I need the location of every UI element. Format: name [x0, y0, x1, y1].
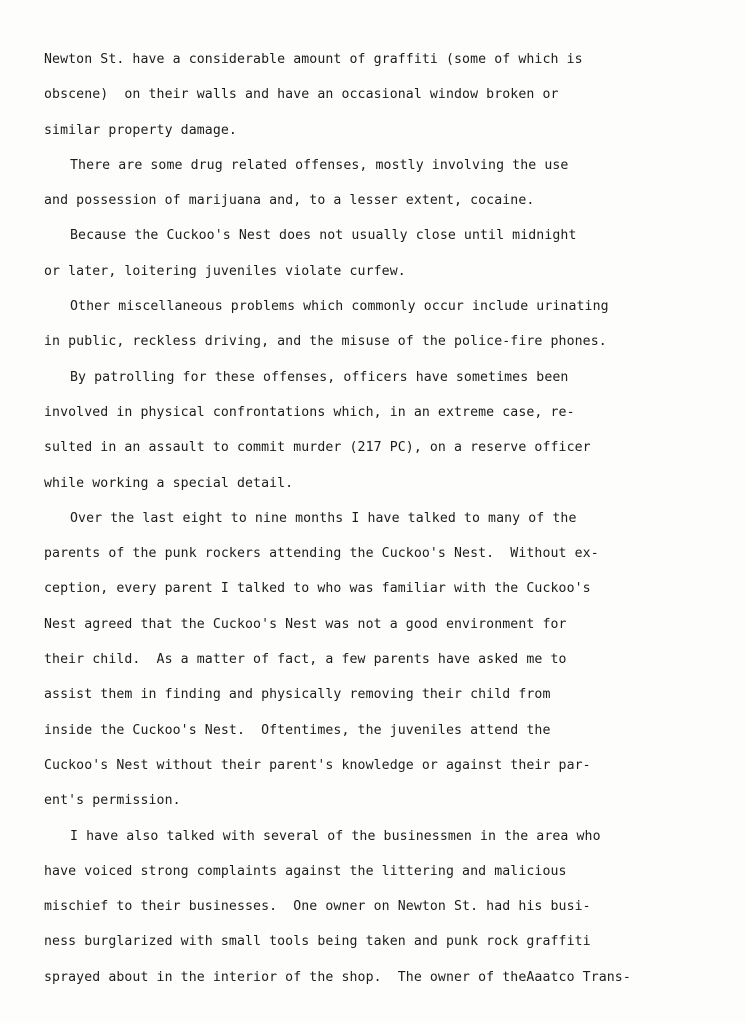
text-line: By patrolling for these offenses, officers have sometimes been: [70, 369, 569, 385]
text-line: There are some drug related offenses, mostly involving the use: [70, 157, 569, 173]
text-line: I have also talked with several of the businessmen in the area who: [70, 828, 601, 844]
text-line: and possession of marijuana and, to a lesser extent, cocaine.: [44, 193, 535, 209]
text-line: sulted in an assault to commit murder (217 PC), on a reserve officer: [44, 440, 591, 456]
document-body-text: [44, 42, 724, 995]
text-line: sprayed about in the interior of the shop. The owner of theAaatco Trans-: [44, 969, 631, 985]
text-line: ness burglarized with small tools being taken and punk rock graffiti: [44, 934, 591, 950]
text-line: or later, loitering juveniles violate curfew.: [44, 263, 406, 279]
text-line: their child. As a matter of fact, a few parents have asked me to: [44, 652, 567, 668]
text-line: parents of the punk rockers attending the Cuckoo's Nest. Without ex-: [44, 546, 599, 562]
text-line: obscene) on their walls and have an occasional window broken or: [44, 87, 559, 103]
text-line: have voiced strong complaints against the littering and malicious: [44, 863, 567, 879]
text-line: ent's permission.: [44, 793, 181, 809]
text-line: Other miscellaneous problems which commonly occur include urinating: [70, 299, 609, 315]
text-line: inside the Cuckoo's Nest. Oftentimes, the juveniles attend the: [44, 722, 551, 738]
text-line: ception, every parent I talked to who was familiar with the Cuckoo's: [44, 581, 591, 597]
text-line: Cuckoo's Nest without their parent's knowledge or against their par-: [44, 757, 591, 773]
text-line: in public, reckless driving, and the misuse of the police-fire phones.: [44, 334, 607, 350]
text-line: mischief to their businesses. One owner on Newton St. had his busi-: [44, 899, 591, 915]
text-line: Newton St. have a considerable amount of graffiti (some of which is: [44, 52, 583, 67]
text-line: Because the Cuckoo's Nest does not usually close until midnight: [70, 228, 577, 244]
text-line: involved in physical confrontations which, in an extreme case, re-: [44, 404, 575, 420]
text-line: Over the last eight to nine months I have talked to many of the: [70, 510, 577, 526]
text-line: assist them in finding and physically removing their child from: [44, 687, 551, 703]
text-line: while working a special detail.: [44, 475, 294, 491]
text-line: similar property damage.: [44, 122, 237, 138]
text-line: Nest agreed that the Cuckoo's Nest was not a good environment for: [44, 616, 567, 632]
